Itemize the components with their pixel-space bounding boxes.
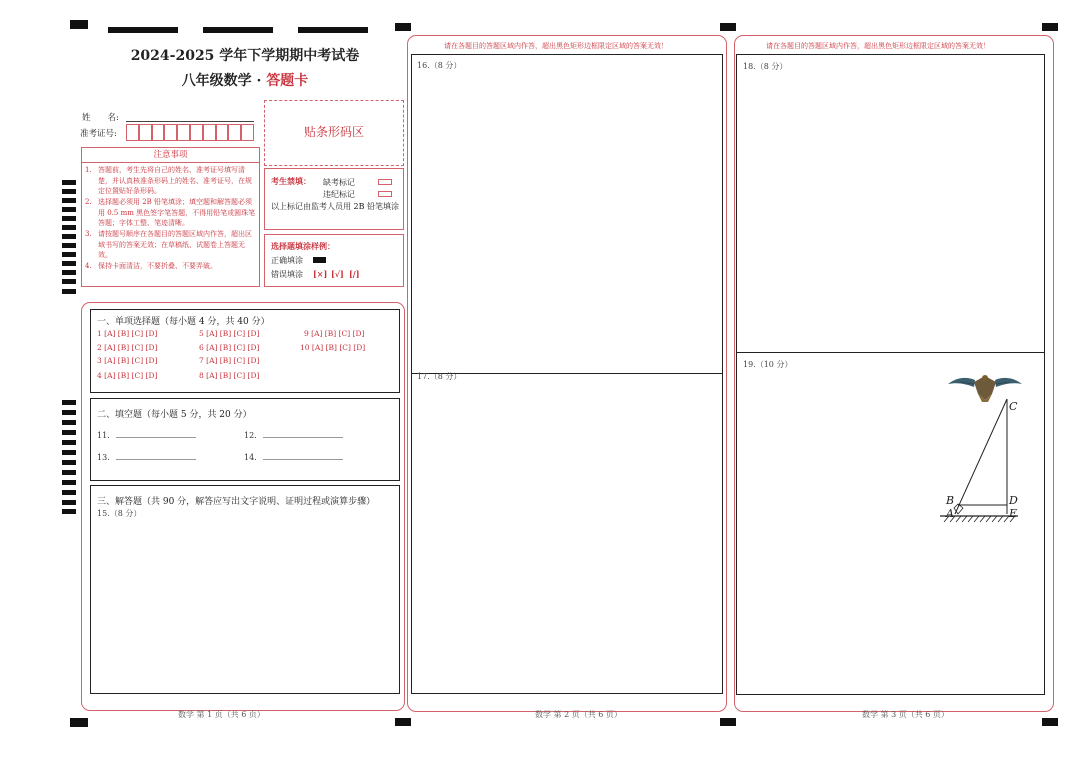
label-C: C bbox=[1009, 400, 1018, 413]
candidate-note: 以上标记由监考人员用 2B 铅笔填涂 bbox=[271, 202, 400, 211]
absent-mark-box[interactable] bbox=[378, 179, 392, 185]
correct-fill-swatch bbox=[313, 257, 326, 263]
barcode-area-label: 贴条形码区 bbox=[303, 125, 364, 139]
absent-mark-label: 缺考标记 bbox=[323, 178, 355, 187]
blank-13[interactable]: 13. bbox=[97, 452, 196, 462]
question-17-label: 17.（8 分） bbox=[417, 372, 462, 381]
fill-sample-box bbox=[264, 234, 404, 287]
choice-row-4[interactable]: 4 [A] [B] [C] [D] bbox=[97, 371, 158, 380]
candidate-heading: 考生禁填： bbox=[271, 176, 311, 186]
violation-mark-label: 违纪标记 bbox=[323, 190, 355, 199]
section3-box[interactable] bbox=[90, 485, 400, 694]
choice-row-5[interactable]: 5 [A] [B] [C] [D] bbox=[199, 329, 260, 338]
label-A: A bbox=[946, 507, 954, 520]
blank-14[interactable]: 14. bbox=[244, 452, 343, 462]
question-17-area[interactable] bbox=[411, 373, 723, 694]
choice-row-7[interactable]: 7 [A] [B] [C] [D] bbox=[199, 356, 260, 365]
kite-eagle-icon bbox=[948, 375, 1022, 402]
question-16-label: 16.（8 分） bbox=[417, 61, 462, 70]
question-18-area[interactable] bbox=[736, 54, 1045, 353]
wrong-fill-mark: [√] bbox=[331, 269, 344, 279]
exam-title: 2024-2025 学年下学期期中考试卷 bbox=[130, 48, 360, 64]
page1-footer: 数学 第 1 页（共 6 页） bbox=[178, 710, 265, 719]
blank-11[interactable]: 11. bbox=[97, 430, 196, 440]
notice-item: 1. 答题前，考生先将自己的姓名、准考证号填写清楚，并认真核准条形码上的姓名、准考证号，在规定位置贴好条形码。 bbox=[85, 166, 252, 196]
notice-list bbox=[85, 165, 257, 285]
wrong-fill-label: 错误填涂 bbox=[271, 270, 303, 279]
choice-row-2[interactable]: 2 [A] [B] [C] [D] bbox=[97, 343, 158, 352]
violation-mark-box[interactable] bbox=[378, 191, 392, 197]
section3-title: 三、解答题（共 90 分，解答应写出文字说明、证明过程或演算步骤） bbox=[97, 497, 376, 507]
fill-sample-heading: 选择题填涂样例： bbox=[271, 241, 335, 251]
page2-warning: 请在各题目的答题区域内作答，超出黑色矩形边框限定区域的答案无效！ bbox=[444, 42, 668, 50]
question-16-area[interactable] bbox=[411, 54, 723, 374]
label-E: E bbox=[1009, 507, 1018, 520]
page3-warning: 请在各题目的答题区域内作答，超出黑色矩形边框限定区域的答案无效！ bbox=[766, 42, 990, 50]
notice-heading: 注意事项 bbox=[82, 148, 259, 163]
page2-footer: 数学 第 2 页（共 6 页） bbox=[535, 710, 622, 719]
notice-box bbox=[81, 147, 260, 287]
choice-row-9[interactable]: 9 [A] [B] [C] [D] bbox=[304, 329, 365, 338]
wrong-fill-mark: [×] bbox=[313, 269, 328, 279]
choice-row-10[interactable]: 10 [A] [B] [C] [D] bbox=[300, 343, 366, 352]
choice-row-8[interactable]: 8 [A] [B] [C] [D] bbox=[199, 371, 260, 380]
subtitle-subject: 八年级数学 · bbox=[181, 73, 267, 89]
name-field[interactable] bbox=[126, 120, 254, 122]
section2-box bbox=[90, 398, 400, 481]
notice-item: 3. 请按题号顺序在各题目的答题区域内作答，超出区域书写的答案无效；在草稿纸、试题卷上答题无效。 bbox=[85, 230, 252, 260]
line-AC bbox=[955, 399, 1007, 514]
wrong-fill-mark: [/] bbox=[349, 269, 360, 279]
question-18-label: 18.（8 分） bbox=[743, 62, 788, 71]
subtitle-answer-card: 答题卡 bbox=[266, 73, 309, 89]
notice-item: 4. 保持卡面清洁，不要折叠、不要弄破。 bbox=[85, 262, 217, 270]
question-15-label: 15.（8 分） bbox=[97, 509, 142, 518]
notice-item: 2. 选择题必须用 2B 铅笔填涂；填空题和解答题必须用 0.5 mm 黑色签字笔答题，不得用铅笔或圆珠笔答题；字体工整、笔迹清晰。 bbox=[85, 198, 256, 228]
choice-row-1[interactable]: 1 [A] [B] [C] [D] bbox=[97, 329, 158, 338]
exam-subtitle bbox=[95, 70, 395, 90]
correct-fill-label: 正确填涂 bbox=[271, 256, 303, 265]
exam-id-boxes[interactable] bbox=[126, 124, 254, 141]
section1-box bbox=[90, 309, 400, 393]
section1-title: 一、单项选择题（每小题 4 分，共 40 分） bbox=[97, 317, 270, 327]
exam-id-label: 准考证号: bbox=[80, 129, 117, 139]
kite-figure bbox=[930, 368, 1040, 528]
question-19-label: 19.（10 分） bbox=[743, 360, 793, 369]
page3-footer: 数学 第 3 页（共 6 页） bbox=[862, 710, 949, 719]
choice-row-3[interactable]: 3 [A] [B] [C] [D] bbox=[97, 356, 158, 365]
ground-hatch bbox=[944, 516, 1015, 522]
section2-title: 二、填空题（每小题 5 分，共 20 分） bbox=[97, 410, 252, 420]
blank-12[interactable]: 12. bbox=[244, 430, 343, 440]
label-B: B bbox=[946, 494, 955, 507]
candidate-box bbox=[264, 168, 404, 230]
label-D: D bbox=[1009, 494, 1018, 507]
name-label: 姓 名: bbox=[82, 113, 119, 123]
choice-row-6[interactable]: 6 [A] [B] [C] [D] bbox=[199, 343, 260, 352]
barcode-area bbox=[264, 100, 404, 166]
